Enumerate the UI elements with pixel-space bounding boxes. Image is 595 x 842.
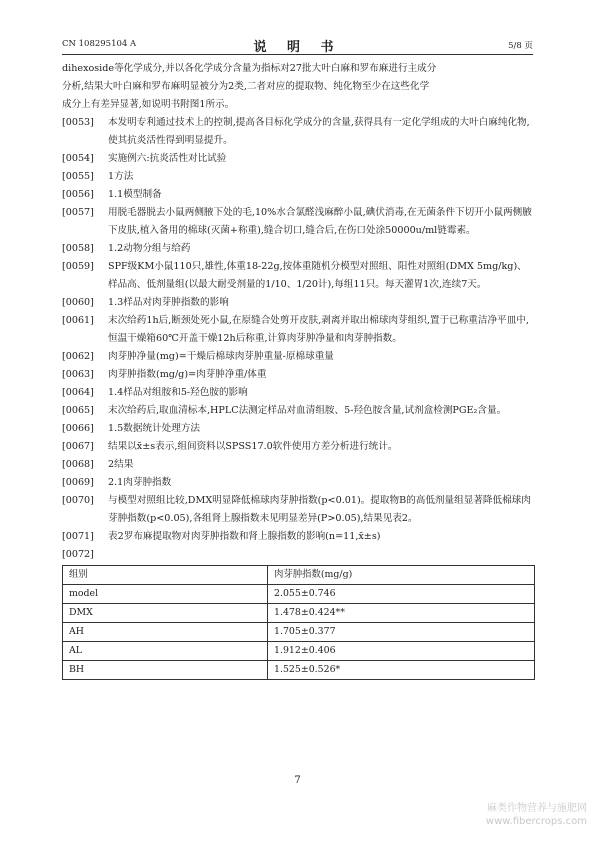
paragraph-number: [0063] [62,369,94,380]
paragraph-number: [0065] [62,405,94,416]
paragraph-number: [0070] [62,495,94,506]
watermark-url: www.fibercrops.com [485,816,587,827]
paragraph-text: 1.3样品对肉芽肿指数的影响 [108,297,229,308]
table-header-row [63,566,535,585]
paragraph-text: 用脱毛器脱去小鼠两侧腋下处的毛,10%水合氯醛浅麻醉小鼠,碘伏消毒,在无菌条件下切开小鼠两侧腋下皮肤,植入备用的棉球(灭菌+称重),缝合切口,缝合后,在伤口处涂50000u/ml链霉素。 [108,207,532,236]
paragraph-text: 末次给药1h后,断颈处死小鼠,在原缝合处剪开皮肤,剥离并取出棉球肉芽组织,置于已称重洁净平皿中,恒温干燥箱60℃开盖干燥12h后称重,计算肉芽肿净量和肉芽肿指数。 [108,315,529,344]
paragraph-text: 肉芽肿净量(mg)=干燥后棉球肉芽肿重量-原棉球重量 [108,351,334,362]
paragraph-text: 末次给药后,取血清标本,HPLC法测定样品对血清组胺、5-羟色胺含量,试剂盒检测PGE₂含量。 [108,405,507,416]
paragraph-text: 与模型对照组比较,DMX明显降低棉球肉芽肿指数(p<0.01)。提取物B的高低剂量组显著降低棉球肉芽肿指数(p<0.05),各组肾上腺指数未见明显差异(P>0.05),结果见表2。 [108,495,531,524]
paragraph [62,366,535,384]
page-number: 7 [294,775,301,786]
table-row [63,642,535,661]
index-cell: 1.912±0.406 [268,642,535,661]
paragraph-number: [0061] [62,315,94,326]
column-header-group: 组别 [63,566,268,585]
numbered-paragraphs [62,114,535,564]
group-cell: AH [63,623,268,642]
paragraph-text: 表2罗布麻提取物对肉芽肿指数和肾上腺指数的影响(n=11,x̄±s) [108,531,381,542]
group-cell: DMX [63,604,268,623]
paragraph-number: [0071] [62,531,94,542]
paragraph [62,168,535,186]
paragraph-number: [0056] [62,189,94,200]
paragraph-text: 肉芽肿指数(mg/g)=肉芽肿净重/体重 [108,369,267,380]
patent-number: CN 108295104 A [62,39,137,49]
paragraph [62,384,535,402]
paragraph [62,348,535,366]
table-row [63,623,535,642]
paragraph-number: [0060] [62,297,94,308]
paragraph [62,240,535,258]
paragraph [62,114,535,150]
paragraph-text: 结果以x̄±s表示,组间资料以SPSS17.0软件使用方差分析进行统计。 [108,441,398,452]
page-indicator: 5/8 页 [508,41,533,51]
intro-paragraph [62,60,535,114]
index-cell: 1.525±0.526* [268,661,535,680]
paragraph [62,150,535,168]
intro-line: 成分上有差异显著,如说明书附图1所示。 [62,99,235,110]
paragraph-number: [0058] [62,243,94,254]
table-row [63,604,535,623]
index-cell: 1.705±0.377 [268,623,535,642]
paragraph-text: 2.1肉芽肿指数 [108,477,172,488]
paragraph [62,546,535,564]
paragraph [62,204,535,240]
intro-line: dihexoside等化学成分,并以各化学成分含量为指标对27批大叶白麻和罗布麻进行主成分 [62,63,437,74]
index-cell: 2.055±0.746 [268,585,535,604]
table-row [63,585,535,604]
results-table [62,565,535,680]
paragraph [62,312,535,348]
paragraph-text: 1.5数据统计处理方法 [108,423,201,434]
paragraph [62,456,535,474]
paragraph [62,186,535,204]
paragraph-number: [0064] [62,387,94,398]
paragraph-number: [0069] [62,477,94,488]
intro-line: 分析,结果大叶白麻和罗布麻明显被分为2类,二者对应的提取物、纯化物至少在这些化学 [62,81,430,92]
page-header [62,36,533,55]
paragraph-number: [0053] [62,117,94,128]
document-body [62,60,535,680]
paragraph [62,492,535,528]
paragraph-text: 1.1模型制备 [108,189,162,200]
paragraph-text: 1.4样品对组胺和5-羟色胺的影响 [108,387,248,398]
paragraph [62,402,535,420]
paragraph [62,294,535,312]
paragraph-number: [0068] [62,459,94,470]
paragraph-number: [0066] [62,423,94,434]
paragraph-text: 本发明专利通过技术上的控制,提高各目标化学成分的含量,获得具有一定化学组成的大叶白麻纯化物,使其抗炎活性得到明显提升。 [108,117,530,146]
paragraph-number: [0055] [62,171,94,182]
paragraph [62,258,535,294]
group-cell: model [63,585,268,604]
paragraph-number: [0057] [62,207,94,218]
paragraph-text: SPF级KM小鼠110只,雄性,体重18-22g,按体重随机分模型对照组、阳性对照组(DMX 5mg/kg)、样品高、低剂量组(以最大耐受剂量的1/10、1/20计),每组11只。每天灌胃1次,连续7天。 [108,261,527,290]
watermark-title: 麻类作物营养与施肥网 [487,803,587,814]
paragraph-number: [0059] [62,261,94,272]
paragraph [62,474,535,492]
paragraph-number: [0067] [62,441,94,452]
paragraph-number: [0072] [62,549,94,560]
index-cell: 1.478±0.424** [268,604,535,623]
paragraph [62,528,535,546]
column-header-index: 肉芽肿指数(mg/g) [268,566,535,585]
watermark [486,802,587,828]
paragraph-text: 1.2动物分组与给药 [108,243,191,254]
paragraph-text: 2结果 [108,459,134,470]
paragraph-text: 实施例六:抗炎活性对比试验 [108,153,227,164]
document-title: 说 明 书 [253,40,342,55]
paragraph-text: 1方法 [108,171,134,182]
paragraph-number: [0054] [62,153,94,164]
paragraph [62,438,535,456]
group-cell: AL [63,642,268,661]
group-cell: BH [63,661,268,680]
paragraph [62,420,535,438]
table-row [63,661,535,680]
paragraph-number: [0062] [62,351,94,362]
table-body [63,585,535,680]
